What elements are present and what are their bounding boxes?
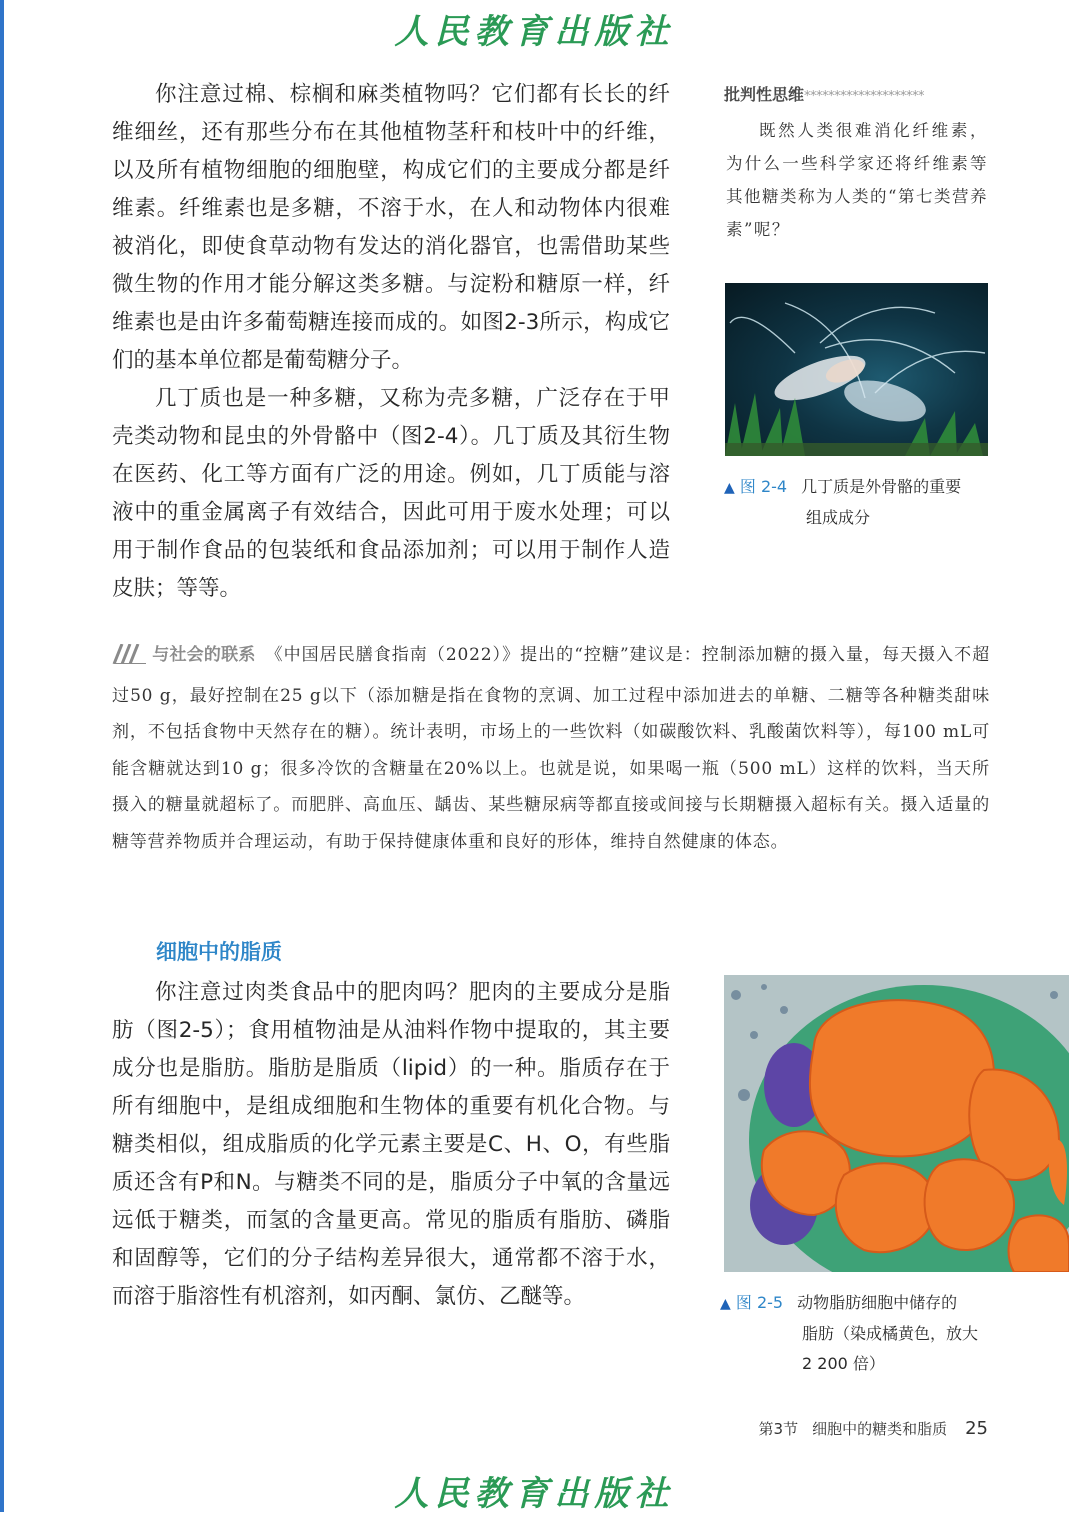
society-stripes-icon <box>112 641 148 678</box>
fat-cell-illustration <box>724 975 1069 1272</box>
paragraph-cellulose: 你注意过棉、棕榈和麻类植物吗？它们都有长长的纤维细丝，还有那些分布在其他植物茎秆和枝叶中的纤维，以及所有植物细胞的细胞壁，构成它们的主要成分都是纤维素。纤维素也是多糖，不溶于水，在人和动物体内很难被消化，即使食草动物有发达的消化器官，也需借助某些微生物的作用才能分解这类多糖。与淀粉和糖原一样，纤维素也是由许多葡萄糖连接而成的。如图2-3所示，构成它们的基本单位都是葡萄糖分子。 <box>112 82 670 373</box>
figure-2-4-caption-line1: 几丁质是外骨骼的重要 <box>801 477 962 496</box>
footer-section-number: 第3节 <box>758 1420 799 1438</box>
figure-2-5-caption-line1: 动物脂肪细胞中储存的 <box>797 1293 958 1312</box>
fat-cell-micrograph <box>724 975 1069 1272</box>
society-title: 与社会的联系 <box>152 645 256 665</box>
paragraph-lipid: 你注意过肉类食品中的肥肉吗？肥肉的主要成分是脂肪（图2-5）；食用植物油是从油料作物中提取的，其主要成分也是脂肪。脂肪是脂质（lipid）的一种。脂质存在于所有细胞中，是组成细胞和生物体的重要有机化合物。与糖类相似，组成脂质的化学元素主要是C、H、O，有些脂质还含有P和N。与糖类不同的是，脂质分子中氧的含量远远低于糖类，而氢的含量更高。常见的脂质有脂肪、磷脂和固醇等，它们的分子结构差异很大，通常都不溶于水，而溶于脂溶性有机溶剂，如丙酮、氯仿、乙醚等。 <box>112 980 670 1309</box>
society-connection-box <box>112 637 990 860</box>
figure-2-4-caption <box>724 472 994 533</box>
paragraph-chitin: 几丁质也是一种多糖，又称为壳多糖，广泛存在于甲壳类动物和昆虫的外骨骼中（图2-4）。几丁质及其衍生物在医药、化工等方面有广泛的用途。例如，几丁质能与溶液中的重金属离子有效结合，因此可用于废水处理；可以用于制作食品的包装纸和食品添加剂；可以用于制作人造皮肤；等等。 <box>112 386 670 601</box>
publisher-logo-bottom: 人民教育出版社 <box>394 1474 675 1514</box>
page-number: 25 <box>965 1418 988 1439</box>
critical-thinking-title <box>724 82 992 105</box>
figure-2-5-caption-line3: 2 200 倍） <box>802 1354 885 1373</box>
critical-thinking-label: 批判性思维 <box>724 85 805 104</box>
publisher-logo-top: 人民教育出版社 <box>394 12 675 52</box>
main-text-lipid <box>112 974 670 1316</box>
figure-2-5-label: 图 2-5 <box>735 1293 784 1312</box>
figure-2-5-caption-line2: 脂肪（染成橘黄色，放大 <box>802 1324 979 1343</box>
page-footer <box>0 1418 988 1439</box>
figure-2-4-caption-line2: 组成成分 <box>806 508 871 527</box>
shrimp-illustration <box>725 283 988 456</box>
caption-marker-icon: ▲ <box>720 1296 731 1312</box>
shrimp-photo <box>725 283 988 456</box>
lipid-section-title: 细胞中的脂质 <box>156 940 282 964</box>
critical-thinking-stars: ******************** <box>804 89 925 104</box>
society-text: 《中国居民膳食指南（2022）》提出的“控糖”建议是：控制添加糖的摄入量，每天摄入不超过50 g，最好控制在25 g以下（添加糖是指在食物的烹调、加工过程中添加进去的单糖、二糖等各种糖类甜味剂，不包括食物中天然存在的糖）。统计表明，市场上的一些饮料（如碳酸饮料、乳酸菌饮料等），每100 mL可能含糖就达到10 g；很多冷饮的含糖量在20%以上。也就是说，如果喝一瓶（500 mL）这样的饮料，当天所摄入的糖量就超标了。而肥胖、高血压、龋齿、某些糖尿病等都直接或间接与长期糖摄入超标有关。摄入适量的糖等营养物质并合理运动，有助于保持健康体重和良好的形体，维持自然健康的体态。 <box>112 645 990 852</box>
figure-2-4-label: 图 2-4 <box>739 477 788 496</box>
main-text-cellulose-chitin <box>112 76 670 608</box>
page-edge-stripe <box>0 0 4 1512</box>
figure-2-5-caption <box>720 1288 1000 1379</box>
caption-marker-icon: ▲ <box>724 480 735 496</box>
footer-chapter-title: 细胞中的糖类和脂质 <box>812 1420 948 1438</box>
critical-thinking-text: 既然人类很难消化纤维素，为什么一些科学家还将纤维素等其他糖类称为人类的“第七类营养素”呢？ <box>726 121 988 239</box>
